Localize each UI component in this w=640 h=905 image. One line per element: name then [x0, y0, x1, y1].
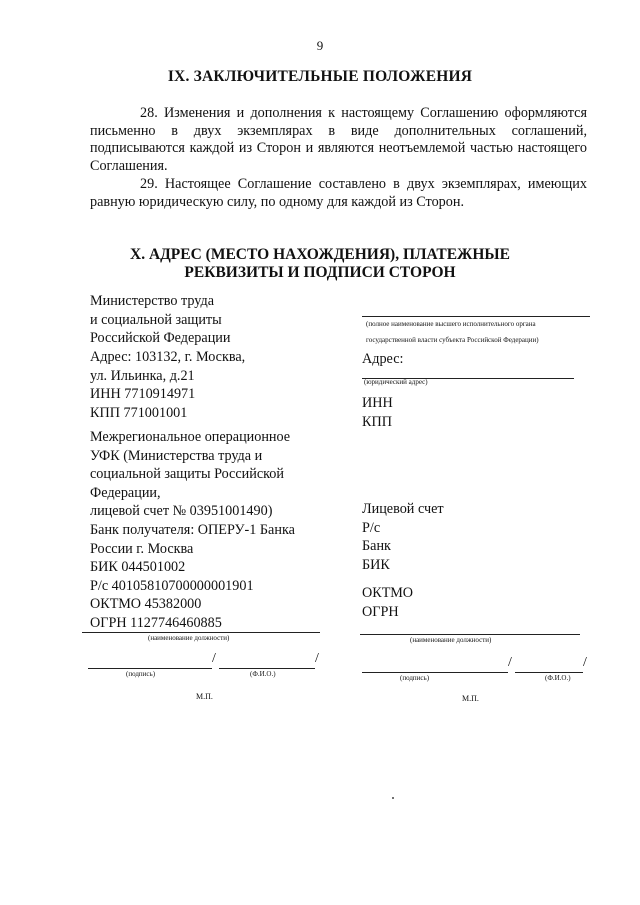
- left-party-address: [90, 348, 245, 422]
- left-fio-caption: (Ф.И.О.): [250, 670, 276, 678]
- right-slash-2: /: [583, 655, 587, 670]
- scan-speck: [392, 797, 394, 799]
- right-oktmo: ОКТМО: [362, 585, 414, 601]
- right-name-caption-2: государственной власти субъекта Российской Федерации): [366, 336, 539, 344]
- paragraph-29-text: 29. Настоящее Соглашение составлено в двух экземплярах, имеющих равную юридическую силу, по одному для каждой из Сторон.: [90, 176, 587, 210]
- section-10-title-line2: РЕКВИЗИТЫ И ПОДПИСИ СТОРОН: [184, 264, 456, 281]
- right-name-caption-1: (полное наименование высшего исполнительного органа: [366, 320, 536, 328]
- paragraph-28: [90, 105, 587, 175]
- right-bank-line: Банк: [362, 538, 391, 555]
- left-bank-line: ОГРН 1127746460885: [90, 614, 222, 631]
- left-inn: ИНН 7710914971: [90, 386, 196, 403]
- left-fio-line: [219, 668, 315, 669]
- left-address-line: ул. Ильинка, д.21: [90, 367, 195, 384]
- left-party-bank: [90, 428, 295, 633]
- right-fio-caption: (Ф.И.О.): [545, 674, 571, 682]
- left-address-line: Адрес: 103132, г. Москва,: [90, 349, 246, 365]
- right-bank-line: БИК: [362, 556, 390, 573]
- left-bank-line: Банк получателя: ОПЕРУ-1 Банка: [90, 521, 295, 538]
- right-address-caption: (юридический адрес): [364, 378, 428, 386]
- right-oktmo-ogrn: [362, 584, 413, 621]
- right-stamp: М.П.: [462, 694, 479, 703]
- left-name-line: Министерство труда: [90, 293, 215, 309]
- right-kpp: КПП: [362, 413, 392, 430]
- left-party-name: [90, 292, 230, 348]
- right-address-label: Адрес:: [362, 351, 404, 367]
- left-bank-line: лицевой счет № 03951001490): [90, 503, 273, 520]
- left-bank-line: ОКТМО 45382000: [90, 596, 202, 613]
- right-slash-1: /: [508, 655, 512, 670]
- left-kpp: КПП 771001001: [90, 404, 188, 421]
- section-9-title: IX. ЗАКЛЮЧИТЕЛЬНЫЕ ПОЛОЖЕНИЯ: [167, 68, 473, 85]
- left-bank-line: БИК 044501002: [90, 559, 186, 576]
- left-name-line: и социальной защиты: [90, 311, 222, 328]
- left-name-line: Российской Федерации: [90, 330, 231, 347]
- right-signature-line: [362, 672, 508, 673]
- paragraph-28-text: 28. Изменения и дополнения к настоящему Соглашению оформляются письменно в двух экземплярах в виде дополнительных соглашений, подписываются каждой из Сторон и являются неотъемлемой частью настоящего Соглашения.: [90, 105, 587, 174]
- left-bank-line: Межрегиональное операционное: [90, 429, 291, 445]
- left-signature-line: [88, 668, 212, 669]
- left-slash-1: /: [212, 651, 216, 666]
- right-inn: ИНН: [362, 395, 393, 411]
- right-fio-line: [515, 672, 583, 673]
- left-position-line: [82, 632, 320, 633]
- right-signature-caption: (подпись): [400, 674, 430, 682]
- left-bank-line: УФК (Министерства труда и: [90, 447, 263, 464]
- right-bank-line: Р/с: [362, 519, 381, 536]
- page-number: 9: [316, 38, 324, 53]
- paragraph-29: [90, 176, 587, 211]
- right-name-line: [362, 316, 590, 317]
- right-party-bank: [362, 500, 444, 574]
- left-slash-2: /: [315, 651, 319, 666]
- right-bank-line: Лицевой счет: [362, 501, 444, 517]
- right-position-caption: (наименование должности): [410, 636, 492, 644]
- section-10-title-line1: X. АДРЕС (МЕСТО НАХОЖДЕНИЯ), ПЛАТЕЖНЫЕ: [130, 246, 510, 263]
- left-signature-caption: (подпись): [126, 670, 156, 678]
- right-ogrn: ОГРН: [362, 603, 399, 620]
- left-bank-line: социальной защиты Российской: [90, 466, 284, 483]
- left-stamp: М.П.: [196, 692, 213, 701]
- left-bank-line: Федерации,: [90, 484, 161, 501]
- right-inn-kpp: [362, 394, 393, 431]
- left-bank-line: Р/с 40105810700000001901: [90, 577, 254, 594]
- left-bank-line: России г. Москва: [90, 540, 194, 557]
- left-position-caption: (наименование должности): [148, 634, 230, 642]
- right-position-line: [360, 634, 580, 635]
